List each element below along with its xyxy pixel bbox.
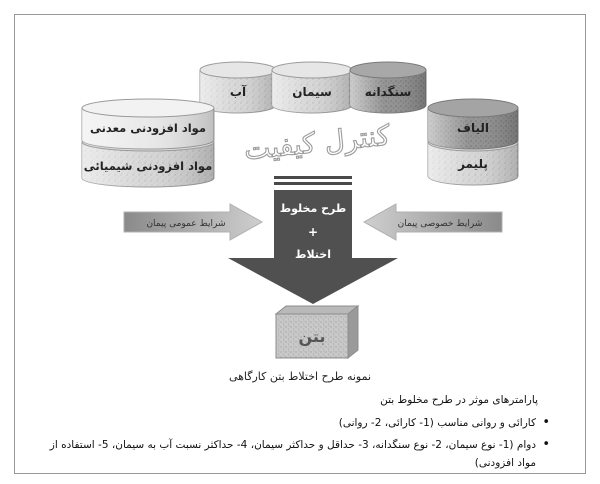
arrow-line3: اختلاط [295, 248, 331, 261]
label-chemical-admixture: مواد افزودنی شیمیائی [83, 159, 213, 173]
left-arrow [124, 204, 262, 240]
list-item: • دوام (1- نوع سیمان، 2- نوع سنگدانه، 3- حداقل و حداکثر سیمان، 4- حداکثر نسبت آب به سیمان، 5- استفاده از مواد افزودنی) [46, 436, 552, 472]
arrow-line2: + [307, 225, 319, 239]
label-fibers: الیاف [457, 121, 489, 135]
main-down-arrow [228, 176, 398, 304]
arrow-line1: طرح مخلوط [279, 202, 347, 215]
label-mineral-admixture: مواد افزودنی معدنی [89, 121, 207, 135]
quality-control-text: کنترل کیفیت [242, 118, 392, 167]
cylinder-aggregate [350, 62, 426, 113]
label-special-conditions: شرایط خصوصی پیمان [397, 219, 483, 229]
section-heading: پارامترهای موثر در طرح مخلوط بتن [380, 394, 538, 406]
label-water: آب [229, 85, 247, 99]
parameter-list [46, 414, 552, 476]
right-arrow [364, 204, 502, 240]
list-item: • کارائی و روانی مناسب (1- کارائی، 2- روانی) [46, 414, 552, 432]
label-polymer: پلیمر [458, 157, 488, 171]
label-concrete: بتن [298, 327, 326, 346]
figure-caption: نمونه طرح اختلاط بتن کارگاهی [228, 370, 372, 383]
cylinder-cement [272, 62, 352, 113]
cylinder-fibers [428, 99, 518, 149]
label-general-conditions: شرایط عمومی پیمان [146, 219, 226, 229]
concrete-block [276, 306, 358, 358]
cylinder-mineral-admixture [82, 99, 214, 149]
label-cement: سیمان [292, 85, 332, 99]
label-aggregate: سنگدانه [364, 85, 412, 99]
